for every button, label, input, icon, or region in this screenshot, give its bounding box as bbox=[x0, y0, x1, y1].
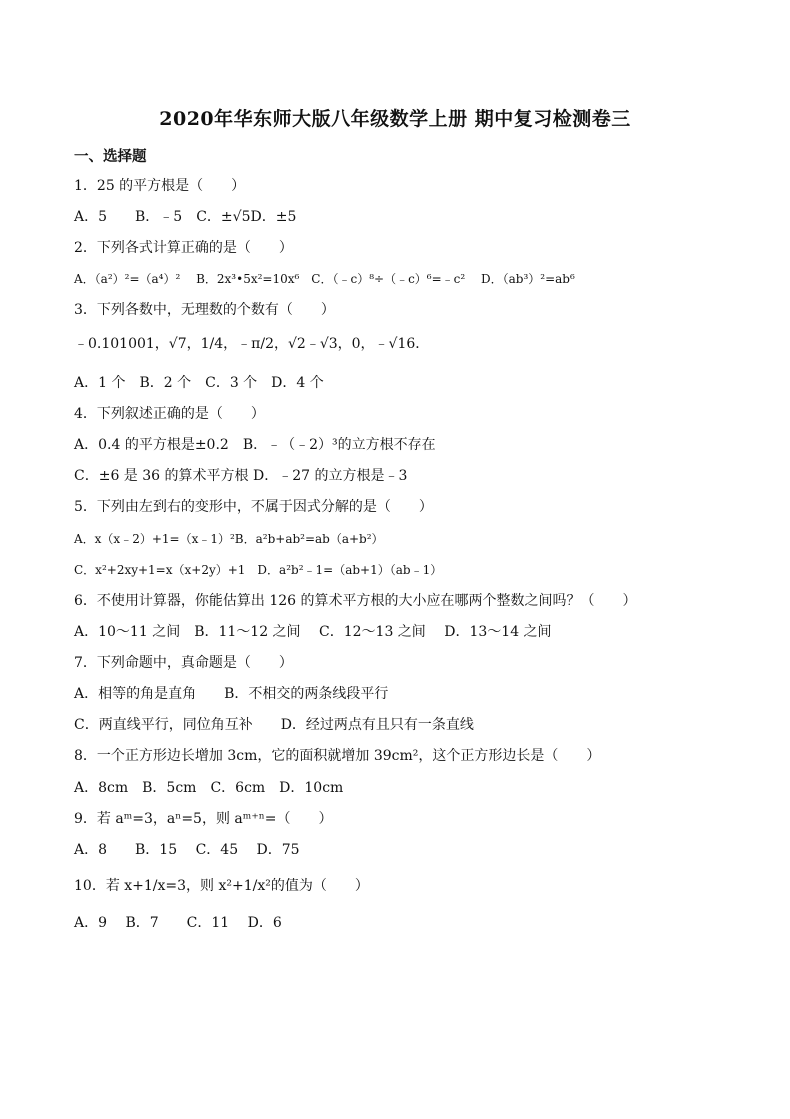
question-6-stem: 6．不使用计算器，你能估算出 126 的算术平方根的大小应在哪两个整数之间吗？（ ） bbox=[74, 593, 637, 609]
question-1-options: A．5 B．﹣5 C．±√5D．±5 bbox=[74, 209, 297, 225]
question-10-stem: 10．若 x+1/x=3，则 x²+1/x²的值为（ ） bbox=[74, 878, 369, 894]
question-7-options-ab: A．相等的角是直角 B．不相交的两条线段平行 bbox=[74, 686, 389, 702]
question-2-stem: 2．下列各式计算正确的是（ ） bbox=[74, 240, 293, 256]
question-2-options: A．（a²）²=（a⁴）² B．2x³•5x²=10x⁶ C．（﹣c）⁸÷（﹣c）⁶=﹣c² D．（ab³）²=ab⁶ bbox=[74, 272, 575, 286]
question-8-stem: 8．一个正方形边长增加 3cm，它的面积就增加 39cm²，这个正方形边长是（ ） bbox=[74, 748, 601, 764]
question-9-options: A．8 B．15 C．45 D．75 bbox=[74, 842, 300, 858]
question-1-stem: 1．25 的平方根是（ ） bbox=[74, 178, 246, 194]
question-7-options-cd: C．两直线平行，同位角互补 D．经过两点有且只有一条直线 bbox=[74, 717, 474, 733]
question-6-options: A．10～11 之间 B．11～12 之间 C．12～13 之间 D．13～14 之间 bbox=[74, 624, 552, 640]
question-9-stem: 9．若 aᵐ=3，aⁿ=5，则 aᵐ⁺ⁿ=（ ） bbox=[74, 811, 333, 827]
section-heading: 一、选择题 bbox=[74, 148, 147, 165]
question-10-options: A．9 B．7 C．11 D．6 bbox=[74, 915, 282, 931]
question-3-numbers: ﹣0.101001，√7，1/4，﹣π/2，√2﹣√3，0，﹣√16． bbox=[74, 336, 430, 352]
question-5-options-cd: C．x²+2xy+1=x（x+2y）+1 D．a²b²﹣1=（ab+1）（ab﹣1） bbox=[74, 563, 443, 577]
question-5-options-ab: A．x（x﹣2）+1=（x﹣1）²B．a²b+ab²=ab（a+b²） bbox=[74, 532, 384, 546]
question-4-stem: 4．下列叙述正确的是（ ） bbox=[74, 406, 265, 422]
question-3-options: A．1 个 B．2 个 C．3 个 D．4 个 bbox=[74, 375, 324, 391]
question-3-stem: 3．下列各数中，无理数的个数有（ ） bbox=[74, 302, 335, 318]
question-5-stem: 5．下列由左到右的变形中，不属于因式分解的是（ ） bbox=[74, 499, 433, 515]
question-4-options-cd: C．±6 是 36 的算术平方根 D．﹣27 的立方根是﹣3 bbox=[74, 468, 408, 484]
question-7-stem: 7．下列命题中，真命题是（ ） bbox=[74, 655, 293, 671]
question-4-options-ab: A．0.4 的平方根是±0.2 B．﹣（﹣2）³的立方根不存在 bbox=[74, 437, 436, 453]
question-8-options: A．8cm B．5cm C．6cm D．10cm bbox=[74, 780, 344, 796]
page-title: 2020年华东师大版八年级数学上册 期中复习检测卷三 bbox=[159, 108, 631, 130]
